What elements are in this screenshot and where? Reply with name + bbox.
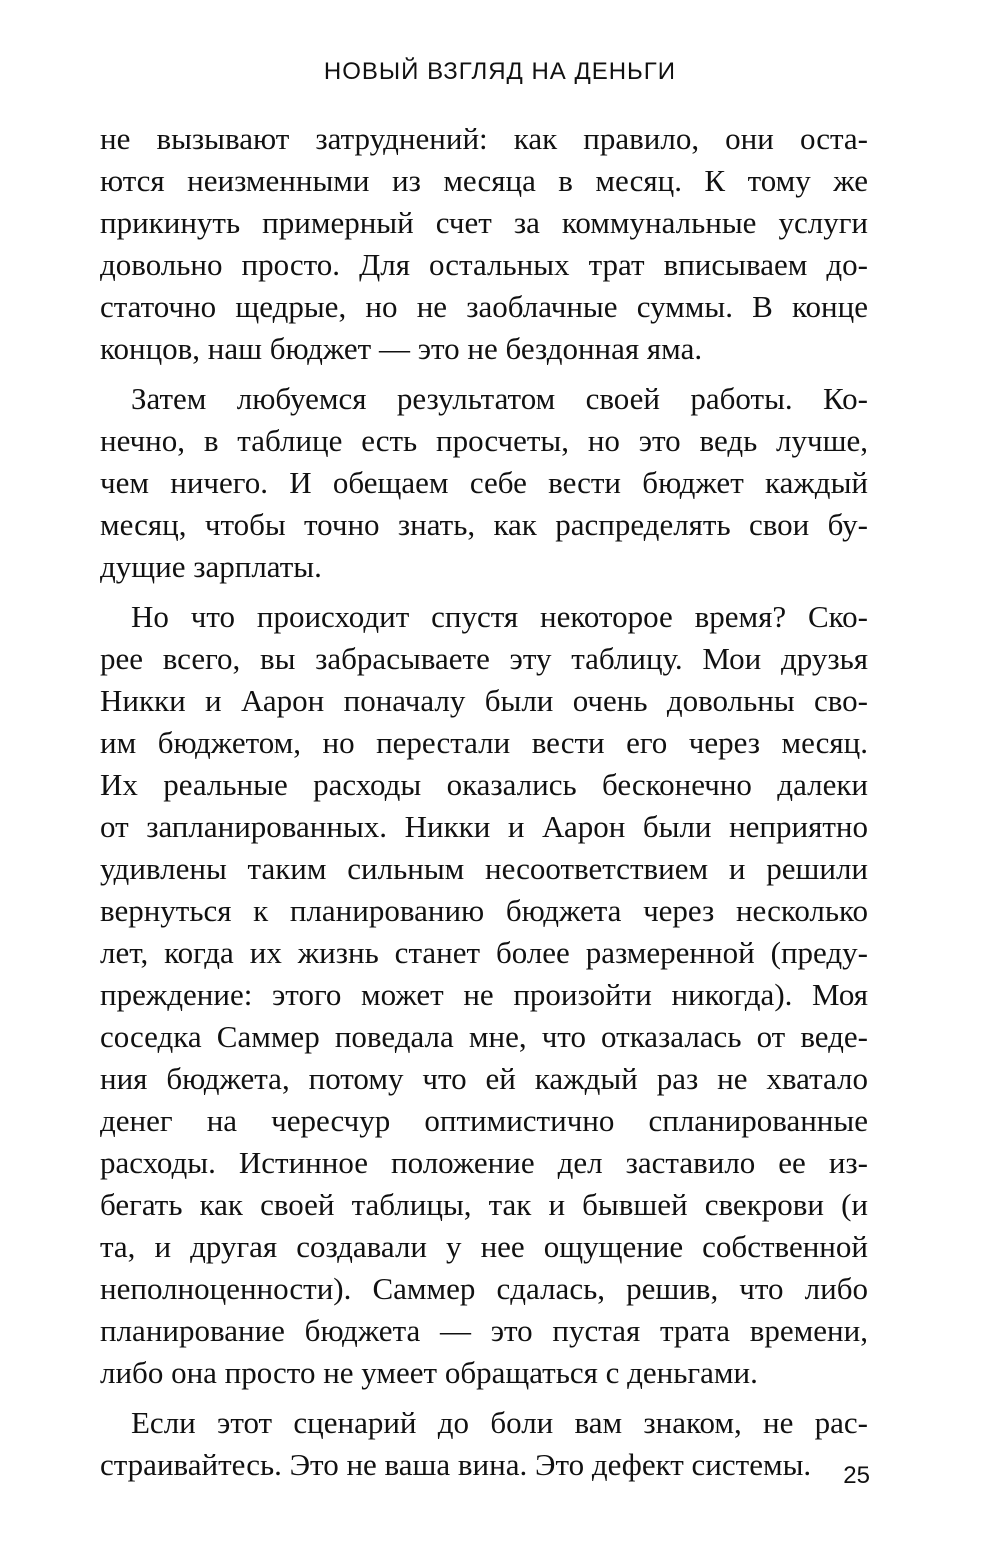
text-line: прикинуть примерный счет за коммунальные услуги: [100, 205, 868, 240]
paragraph: [100, 118, 868, 370]
text-line: либо она просто не умеет обращаться с деньгами.: [100, 1355, 758, 1390]
text-line: бегать как своей таблицы, так и бывшей свекрови (и: [100, 1187, 868, 1222]
text-line: Затем любуемся результатом своей работы. Ко-: [131, 381, 868, 416]
paragraph: [100, 596, 868, 1394]
text-line: Если этот сценарий до боли вам знаком, не рас-: [131, 1405, 868, 1440]
text-line: чем ничего. И обещаем себе вести бюджет каждый: [100, 465, 868, 500]
text-line: Никки и Аарон поначалу были очень довольны сво-: [100, 683, 868, 718]
text-line: месяц, чтобы точно знать, как распределять свои бу-: [100, 507, 868, 542]
text-line: дущие зарплаты.: [100, 549, 322, 584]
page-number: 25: [843, 1462, 870, 1489]
text-line: лет, когда их жизнь станет более размеренной (преду-: [100, 935, 868, 970]
paragraph: [100, 1402, 868, 1486]
paragraph: [100, 378, 868, 588]
text-line: вернуться к планированию бюджета через несколько: [100, 893, 868, 928]
text-line: концов, наш бюджет — это не бездонная яма.: [100, 331, 703, 366]
text-line: нечно, в таблице есть просчеты, но это ведь лучше,: [100, 423, 868, 458]
text-line: от запланированных. Никки и Аарон были неприятно: [100, 809, 868, 844]
body-text: [100, 118, 868, 1494]
text-line: им бюджетом, но перестали вести его через месяц.: [100, 725, 868, 760]
text-line: преждение: этого может не произойти никогда). Моя: [100, 977, 868, 1012]
text-line: денег на чересчур оптимистично спланированные: [100, 1103, 868, 1138]
text-line: статочно щедрые, но не заоблачные суммы. В конце: [100, 289, 868, 324]
text-line: не вызывают затруднений: как правило, они оста-: [100, 121, 868, 156]
text-line: Их реальные расходы оказались бесконечно далеки: [100, 767, 868, 802]
text-line: неполноценности). Саммер сдалась, решив, что либо: [100, 1271, 868, 1306]
text-line: та, и другая создавали у нее ощущение собственной: [100, 1229, 868, 1264]
text-line: удивлены таким сильным несоответствием и решили: [100, 851, 868, 886]
text-line: довольно просто. Для остальных трат вписываем до-: [100, 247, 868, 282]
text-line: Но что происходит спустя некоторое время? Ско-: [131, 599, 868, 634]
text-line: ются неизменными из месяца в месяц. К тому же: [100, 163, 868, 198]
text-line: расходы. Истинное положение дел заставило ее из-: [100, 1145, 868, 1180]
text-line: ния бюджета, потому что ей каждый раз не хватало: [100, 1061, 868, 1096]
text-line: страивайтесь. Это не ваша вина. Это дефект системы.: [100, 1447, 812, 1482]
text-line: рее всего, вы забрасываете эту таблицу. Мои друзья: [100, 641, 868, 676]
text-line: планирование бюджета — это пустая трата времени,: [100, 1313, 868, 1348]
text-line: соседка Саммер поведала мне, что отказалась от веде-: [100, 1019, 868, 1054]
running-head: НОВЫЙ ВЗГЛЯД НА ДЕНЬГИ: [323, 58, 677, 85]
